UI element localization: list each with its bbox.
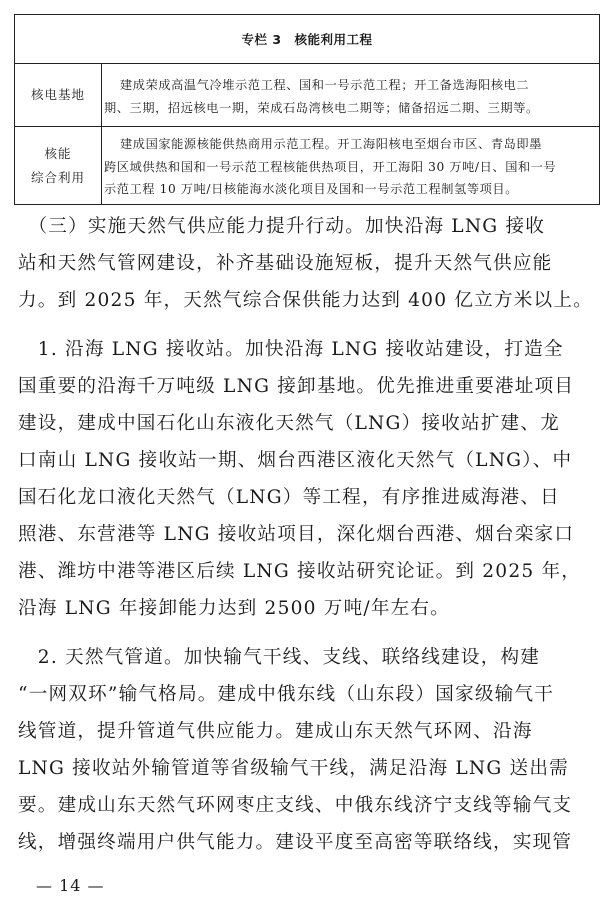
text-line: 建设，建成中国石化山东液化天然气（LNG）接收站扩建、龙 <box>18 413 560 434</box>
text-line: 站和天然气管网建设，补齐基础设施短板，提升天然气供应能 <box>18 253 553 274</box>
text-line: 2. 天然气管道。加快输气干线、支线、联络线建设，构建 <box>18 647 541 668</box>
text-line: 1. 沿海 LNG 接收站。加快沿海 LNG 接收站建设，打造全 <box>18 339 564 360</box>
page-number: — 14 — <box>36 876 105 895</box>
row-content-line: 期、三期，招远核电一期，荣成石岛湾核电二期等；储备招远二期、三期等。 <box>104 100 539 115</box>
text-line: 港、潍坊中港等港区后续 LNG 接收站研究论证。到 2025 年， <box>18 561 582 582</box>
special-column-title: 专栏 3 核能利用工程 <box>15 15 599 64</box>
row-content <box>102 64 599 126</box>
text-line: 线，增强终端用户供气能力。建设平度至高密等联络线，实现管 <box>18 832 573 853</box>
row-content-line: 建成荣成高温气冷堆示范工程、国和一号示范工程；开工备选海阳核电二 <box>120 78 530 92</box>
text-line: 沿海 LNG 年接卸能力达到 2500 万吨/年左右。 <box>18 598 451 619</box>
paragraph <box>18 639 603 861</box>
text-line: 要。建成山东天然气环网枣庄支线、中俄东线济宁支线等输气支 <box>18 795 573 816</box>
text-line: 照港、东营港等 LNG 接收站项目，深化烟台西港、烟台栾家口 <box>18 524 575 545</box>
text-line: 口南山 LNG 接收站一期、烟台西港区液化天然气（LNG）、中 <box>18 450 573 471</box>
text-line: 国重要的沿海千万吨级 LNG 接卸基地。优先推进重要港址项目 <box>18 376 575 397</box>
table-row <box>15 64 599 127</box>
text-line: 力。到 2025 年，天然气综合保供能力达到 400 亿立方米以上。 <box>18 290 593 311</box>
paragraph <box>18 331 603 627</box>
text-line: 线管道，提升管道气供应能力。建成山东天然气环网、沿海 <box>18 721 533 742</box>
paragraph <box>18 208 603 319</box>
text-line: 国石化龙口液化天然气（LNG）等工程，有序推进威海港、日 <box>18 487 560 508</box>
row-label-line: 核电基地 <box>30 87 85 102</box>
row-label <box>15 127 102 204</box>
row-content-line: 建成国家能源核能供热商用示范工程。开工海阳核电至烟台市区、青岛即墨 <box>120 137 542 152</box>
row-label <box>15 64 102 126</box>
text-line: LNG 接收站外输管道等省级输气干线，满足沿海 LNG 送出需 <box>18 758 569 779</box>
row-content <box>102 127 599 204</box>
row-label-line: 核能 <box>44 145 72 161</box>
special-column-box <box>14 14 600 205</box>
text-line: （三）实施天然气供应能力提升行动。加快沿海 LNG 接收 <box>18 216 546 237</box>
row-label-line: 综合利用 <box>30 169 85 185</box>
table-row <box>15 127 599 204</box>
row-content-line: 示范工程 10 万吨/日核能海水淡化项目及国和一号示范工程制氢等项目。 <box>104 182 518 197</box>
body-text <box>18 208 603 861</box>
text-line: “一网双环”输气格局。建成中俄东线（山东段）国家级输气干 <box>18 684 555 705</box>
row-content-line: 跨区域供热和国和一号示范工程核能供热项目，开工海阳 30 万吨/日、国和一号 <box>104 159 557 174</box>
